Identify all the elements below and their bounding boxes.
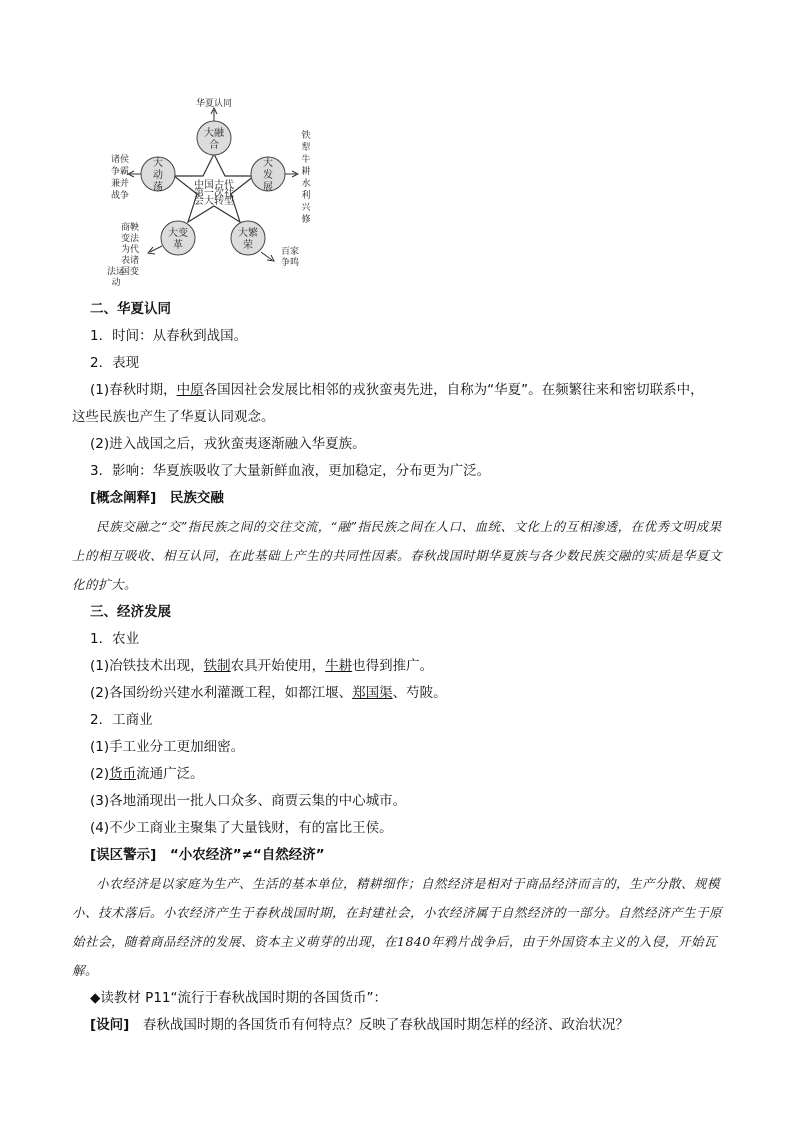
concept-body: 民族交融之“交”指民族之间的交往交流，“融”指民族之间在人口、血统、文化上的互相渗透，在优秀文明成果上的相互吸收、相互认同，在此基础上产生的共同性因素。春秋战国时期华夏族与各少数民族交融的实质是华夏文化的扩大。	[72, 519, 723, 592]
warning-heading: [误区警示] “小农经济”≠“自然经济”	[90, 847, 325, 863]
s3-agriculture-title: 1．农业	[90, 631, 140, 647]
svg-text:争霸: 争霸	[110, 167, 130, 177]
circle-dabiange-line2: 革	[173, 240, 183, 251]
question-line	[72, 1012, 732, 1039]
s2-paragraph-1: (1)春秋时期，中原各国因社会发展比相邻的戎狄蛮夷先进，自称为“华夏”。在频繁往来和密切联系中，	[90, 382, 704, 398]
main-content	[72, 296, 732, 1039]
svg-text:战争: 战争	[110, 191, 130, 201]
s3-ind-3: (3)各地涌现出一批人口众多、商贾云集的中心城市。	[90, 793, 407, 809]
circle-dafanrong-line2: 荣	[243, 240, 253, 251]
s3-ind-2: (2)货币流通广泛。	[90, 766, 204, 782]
svg-text:犁: 犁	[301, 143, 311, 153]
svg-text:动: 动	[111, 278, 121, 286]
concept-heading: [概念阐释] 民族交融	[90, 490, 224, 506]
circle-dafazhan-line1: 大	[263, 158, 273, 169]
diagram-svg	[96, 94, 336, 286]
circle-dafazhan-line3: 展	[263, 182, 273, 193]
svg-text:利: 利	[301, 191, 311, 201]
circle-dafanrong-line1: 大繁	[238, 228, 258, 239]
svg-text:诸侯: 诸侯	[110, 155, 130, 165]
svg-text:耕: 耕	[301, 167, 311, 177]
s2-performance-title: 2．表现	[90, 355, 140, 371]
svg-text:兴: 兴	[301, 203, 311, 213]
bottom-right-label-2: 争鸣	[280, 258, 300, 268]
transformation-diagram	[96, 94, 336, 286]
circle-dabiange-line1: 大变	[168, 228, 188, 239]
question-label: [设问]	[90, 1017, 130, 1033]
s2-impact: 3．影响：华夏族吸收了大量新鲜血液，更加稳定，分布更为广泛。	[90, 463, 491, 479]
center-text-3: 会大转型	[194, 196, 234, 207]
s2-paragraph-2: (2)进入战国之后，戎狄蛮夷逐渐融入华夏族。	[90, 436, 366, 452]
section-3-title: 三、经济发展	[90, 604, 171, 620]
warning-body: 小农经济是以家庭为生产、生活的基本单位，精耕细作；自然经济是相对于商品经济而言的，生产分散、规模小、技术落后。小农经济产生于春秋战国时期，在封建社会，小农经济属于自然经济的一部分。自然经济产生于原始社会，随着商品经济的发展、资本主义萌芽的出现，在1840年鸦片战争后，由于外国资本主义的入侵，开始瓦解。	[72, 876, 723, 978]
s3-agri-2: (2)各国纷纷兴建水利灌溉工程，如都江堰、郑国渠、芍陂。	[90, 685, 447, 701]
center-text-1: 中国古代	[194, 180, 234, 191]
svg-text:兼并: 兼并	[110, 179, 130, 189]
svg-text:法运: 法运	[106, 267, 126, 277]
svg-text:为代: 为代	[120, 245, 140, 255]
svg-text:国变: 国变	[120, 267, 140, 277]
svg-text:表诸: 表诸	[120, 256, 140, 266]
center-text-2: 第一次社	[194, 188, 234, 199]
bottom-right-label-1: 百家	[280, 247, 300, 257]
question-text: 春秋战国时期的各国货币有何特点？反映了春秋战国时期怎样的经济、政治状况？	[129, 1017, 629, 1033]
svg-text:修: 修	[301, 215, 311, 225]
s2-paragraph-1-cont: 这些民族也产生了华夏认同观念。	[72, 409, 275, 425]
svg-text:铁: 铁	[301, 131, 311, 141]
s3-industry-title: 2．工商业	[90, 712, 153, 728]
bottom-left-label	[107, 221, 140, 286]
s2-time: 1．时间：从春秋到战国。	[90, 328, 248, 344]
s3-ind-4: (4)不少工商业主聚集了大量钱财，有的富比王侯。	[90, 820, 393, 836]
svg-text:水: 水	[301, 179, 311, 189]
top-label: 华夏认同	[195, 99, 233, 109]
circle-dronghe-line2: 合	[209, 140, 219, 151]
section-2-title: 二、华夏认同	[90, 301, 171, 317]
s3-agri-1: (1)冶铁技术出现，铁制农具开始使用，牛耕也得到推广。	[90, 658, 434, 674]
right-label	[301, 129, 311, 225]
read-textbook-line: ◆读教材 P11“流行于春秋战国时期的各国货币”：	[90, 990, 387, 1006]
circle-dadongdang-line2: 动	[153, 170, 163, 181]
left-label	[111, 153, 129, 201]
s3-ind-1: (1)手工业分工更加细密。	[90, 739, 245, 755]
svg-text:牛: 牛	[301, 155, 311, 165]
svg-text:变法: 变法	[120, 234, 140, 244]
circle-dadongdang-line3: 荡	[153, 182, 163, 193]
circle-dronghe-line1: 大融	[204, 128, 224, 139]
circle-dafazhan-line2: 发	[263, 170, 273, 181]
svg-text:商鞅: 商鞅	[120, 223, 140, 233]
circle-dadongdang-line1: 大	[153, 158, 163, 169]
